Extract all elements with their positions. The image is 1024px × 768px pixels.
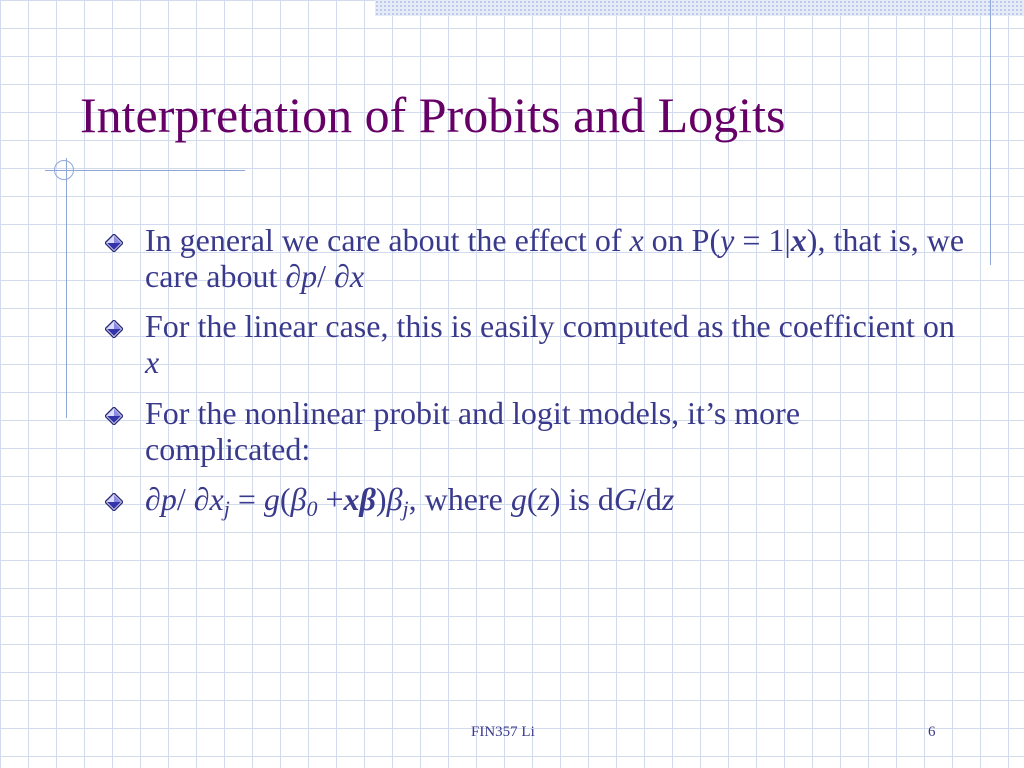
bullet-item-4 (105, 481, 965, 522)
bullet-item-3 (105, 395, 965, 467)
bullet-text-1: In general we care about the effect of x on P(y = 1|x), that is, we care about ∂p/ ∂x (145, 222, 965, 295)
bullet-item-2 (105, 308, 965, 380)
bullet-text-4: ∂p/ $\partial x_j = g(\beta_0 +x\beta)\beta_j$, where g(z) is dG/dz (145, 480, 675, 521)
diamond-bullet-icon (105, 320, 123, 338)
decorative-vertical-line-right (990, 0, 991, 265)
bullet-text-2: For the linear case, this is easily computed as the coefficient on x (145, 308, 955, 381)
bullet-item-1 (105, 222, 965, 294)
diamond-bullet-icon (105, 234, 123, 252)
bullet-text-3: For the nonlinear probit and logit models, it’s more complicated: (145, 394, 801, 467)
page-number: 6 (928, 724, 936, 740)
diamond-bullet-icon (105, 493, 123, 511)
bullet-list (105, 222, 965, 536)
decorative-horizontal-line (45, 170, 245, 171)
footer-course-label: FIN357 Li (471, 724, 535, 740)
decorative-circle-icon (54, 160, 74, 180)
slide-title: Interpretation of Probits and Logits (80, 87, 786, 143)
diamond-bullet-icon (105, 407, 123, 425)
decorative-corner-bar (375, 0, 1024, 16)
decorative-vertical-line-left (66, 158, 67, 418)
